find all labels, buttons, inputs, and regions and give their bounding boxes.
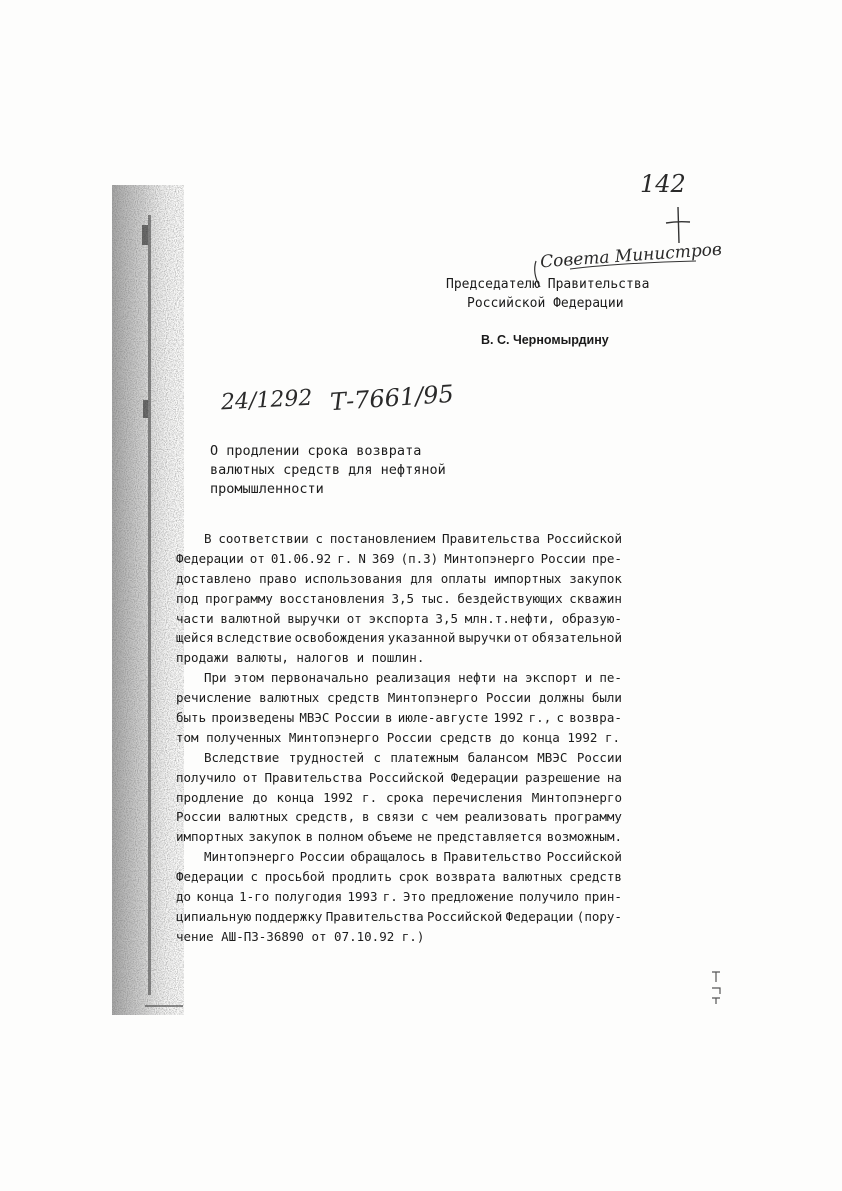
body-word: импортных (493, 570, 562, 586)
handwritten-incoming-number: Т-7661/95 (329, 379, 455, 417)
body-word: тыс. (420, 590, 451, 606)
body-word: Российской (368, 769, 445, 785)
body-line (176, 748, 622, 768)
body-word: (п.3) (400, 550, 439, 566)
body-word: Минтопэнерго (204, 849, 295, 865)
body-word: России (576, 749, 622, 765)
body-word: в (385, 710, 393, 726)
handwritten-plus-mark (662, 205, 692, 245)
body-word: (пору- (576, 908, 622, 924)
body-word: возвра- (569, 710, 622, 726)
body-line (176, 827, 622, 847)
body-word: программу (554, 809, 622, 825)
body-line (176, 708, 622, 728)
body-word: объеме (367, 829, 413, 845)
body-word: 1993 (347, 889, 378, 905)
body-word: 1992 (493, 710, 524, 726)
body-word: г. (337, 550, 353, 566)
body-line (176, 569, 622, 589)
body-word: Российской (427, 908, 503, 924)
body-word: быть (176, 710, 207, 726)
body-word: России (176, 809, 222, 825)
body-line (176, 807, 622, 827)
body-word: конца (196, 889, 234, 905)
body-word: прин- (584, 889, 622, 905)
body-word: программу (205, 590, 273, 606)
body-word: валютных (227, 809, 289, 825)
body-word: с (556, 710, 564, 726)
body-line (176, 648, 622, 668)
body-word: бездействующих (457, 590, 563, 606)
body-word: продлить (331, 869, 392, 885)
body-line-text: продажи валюты, налогов и пошлин. (176, 650, 425, 666)
body-word: для (410, 570, 433, 586)
body-word: полугодия (274, 889, 343, 905)
body-word: продление (176, 789, 244, 805)
body-word: МВЭС (537, 749, 568, 765)
body-word: представляется (436, 829, 543, 845)
body-word: Правительство (443, 849, 542, 865)
body-word: выручки (458, 630, 511, 646)
body-word: от (513, 630, 529, 646)
scan-binding-edge (112, 185, 184, 1015)
body-word: Минтопэнерго (531, 789, 622, 805)
body-word: Вследствие (204, 749, 280, 765)
body-word: трудностей (288, 749, 364, 765)
body-word: доставлено (176, 570, 252, 586)
body-word: соответствии (218, 531, 309, 546)
body-word: Это (403, 889, 426, 905)
body-word: до (252, 789, 268, 805)
body-line (176, 549, 622, 569)
body-word: части (176, 610, 214, 626)
body-word: получило (518, 889, 580, 905)
body-word: Федерации (450, 769, 519, 785)
body-word: закупок (248, 829, 301, 845)
body-word: импортных (176, 829, 244, 845)
body-word: 1-го (239, 889, 270, 905)
body-word: реализация (375, 670, 452, 686)
body-word: экспорта (368, 610, 429, 626)
body-word: вследствие (216, 630, 292, 646)
body-line (176, 847, 622, 867)
body-word: 3,5 (435, 610, 458, 626)
body-word: средств (327, 690, 380, 706)
body-word: и (584, 670, 593, 686)
body-word: от (242, 769, 258, 785)
body-word: При (204, 670, 227, 686)
body-word: освобождения (294, 630, 385, 646)
body-word: Минтопэнерго (387, 690, 479, 706)
body-word: обращалось (350, 849, 426, 865)
body-word: Правительства (264, 769, 363, 785)
body-word: речисление (176, 690, 252, 706)
body-word: средств, (295, 809, 356, 825)
handwritten-page-number: 142 (640, 170, 686, 198)
body-word: Правительства (325, 908, 424, 924)
body-word: реализовать (464, 809, 548, 825)
recipient-name: В. С. Черномырдину (481, 333, 609, 347)
subject-heading: О продлении срока возврата валютных средств для нефтяной промышленности (210, 443, 446, 497)
body-word: Федерации (176, 550, 244, 566)
body-word: России (299, 849, 345, 865)
body-word: нефти (458, 670, 496, 686)
body-line (176, 788, 622, 808)
body-word: использования (304, 570, 403, 586)
body-word: скважин (569, 590, 622, 606)
body-word: были (591, 690, 622, 706)
body-word: платежным (390, 749, 459, 765)
body-word: закупок (569, 570, 622, 586)
body-word: восстановления (279, 590, 385, 606)
body-word: с (250, 869, 258, 885)
body-word: Российской (546, 531, 622, 546)
body-word: N (358, 550, 366, 566)
body-word: этом (233, 670, 264, 686)
body-word: валютной (220, 610, 281, 626)
body-word: в (305, 829, 314, 845)
body-word: под (176, 590, 199, 606)
body-word: возврата (435, 869, 496, 885)
body-word: Российской (546, 849, 622, 865)
handwritten-insertion: Совета Министров (539, 239, 723, 273)
body-word: на (502, 670, 518, 686)
body-line-text: том полученных Минтопэнерго России средств до конца 1992 г. (176, 729, 621, 745)
body-word: перечисления (432, 789, 523, 805)
body-line (176, 867, 622, 887)
body-word: России (540, 550, 586, 566)
body-line (176, 668, 622, 688)
body-word: от (249, 550, 265, 566)
addressee-line-1: Председателю Правительства (446, 277, 650, 292)
body-line-text: чение АШ-П3-36890 от 07.10.92 г.) (176, 928, 425, 944)
body-line (176, 728, 622, 748)
body-word: г. (382, 889, 398, 905)
body-word: до (176, 889, 192, 905)
body-line (176, 529, 622, 549)
body-word: срока (385, 789, 424, 805)
body-word: пе- (599, 670, 622, 686)
body-line (176, 907, 622, 927)
body-word: с (420, 809, 429, 825)
body-word: постановлением (329, 531, 436, 546)
body-word: срок (398, 869, 429, 885)
body-word: ципиальную (176, 908, 252, 924)
handwritten-registration-number: 24/1292 (220, 385, 313, 416)
body-word: щейся (176, 630, 214, 646)
body-word: МВЭС (299, 710, 330, 726)
body-word: от (346, 610, 362, 626)
body-word: млн.т.нефти, (464, 610, 556, 626)
body-word: в (362, 809, 370, 825)
body-word: получило (176, 769, 237, 785)
body-word: первоначально (270, 670, 369, 686)
body-word: чем (435, 809, 458, 825)
body-word: поддержку (254, 908, 323, 924)
letter-body (176, 529, 622, 947)
body-word: не (417, 829, 433, 845)
body-word: на (606, 769, 622, 785)
body-line (176, 688, 622, 708)
body-word: просьбой (264, 869, 325, 885)
margin-stamp-fragment (708, 968, 724, 1006)
body-line (176, 887, 622, 907)
body-word: связи (376, 809, 415, 825)
body-word: средств (569, 869, 622, 885)
body-line (176, 589, 622, 609)
body-word: экспорт (524, 670, 578, 686)
body-word: В (204, 531, 212, 546)
addressee-line-2: Российской Федерации (467, 296, 624, 311)
body-word: Правительства (442, 531, 540, 546)
body-line (176, 628, 622, 648)
body-word: г., (528, 710, 552, 726)
body-word: выручки (287, 610, 340, 626)
body-word: произведены (211, 710, 295, 726)
body-word: балансом (467, 749, 528, 765)
body-word: должны (538, 690, 585, 706)
body-line (176, 927, 622, 947)
body-word: Федерации (505, 908, 574, 924)
body-word: Федерации (176, 869, 244, 885)
body-word: валютных (259, 690, 320, 706)
body-word: в (430, 849, 439, 865)
body-word: России (334, 710, 380, 726)
body-word: валютных (502, 869, 563, 885)
body-word: Минтопэнерго (444, 550, 535, 566)
body-word: 01.06.92 (270, 550, 332, 566)
body-word: с (315, 531, 324, 546)
body-word: предложение (430, 889, 514, 905)
body-word: разрешение (525, 769, 601, 785)
body-word: указанной (387, 630, 456, 646)
body-word: обязательной (531, 630, 622, 646)
body-word: оплаты (440, 570, 486, 586)
body-word: полном (317, 829, 363, 845)
body-word: 3,5 (391, 590, 415, 606)
body-word: 1992 (323, 789, 354, 805)
body-word: с (373, 749, 381, 765)
body-word: России (485, 690, 532, 706)
body-word: образую- (561, 610, 622, 626)
body-word: право (259, 570, 297, 586)
body-word: г. (362, 789, 378, 805)
body-line (176, 768, 622, 788)
body-line (176, 609, 622, 629)
body-word: возможным. (546, 829, 622, 845)
body-word: пре- (591, 550, 622, 566)
body-word: июле-августе (397, 710, 489, 726)
body-word: 369 (371, 550, 395, 566)
body-word: конца (276, 789, 315, 805)
